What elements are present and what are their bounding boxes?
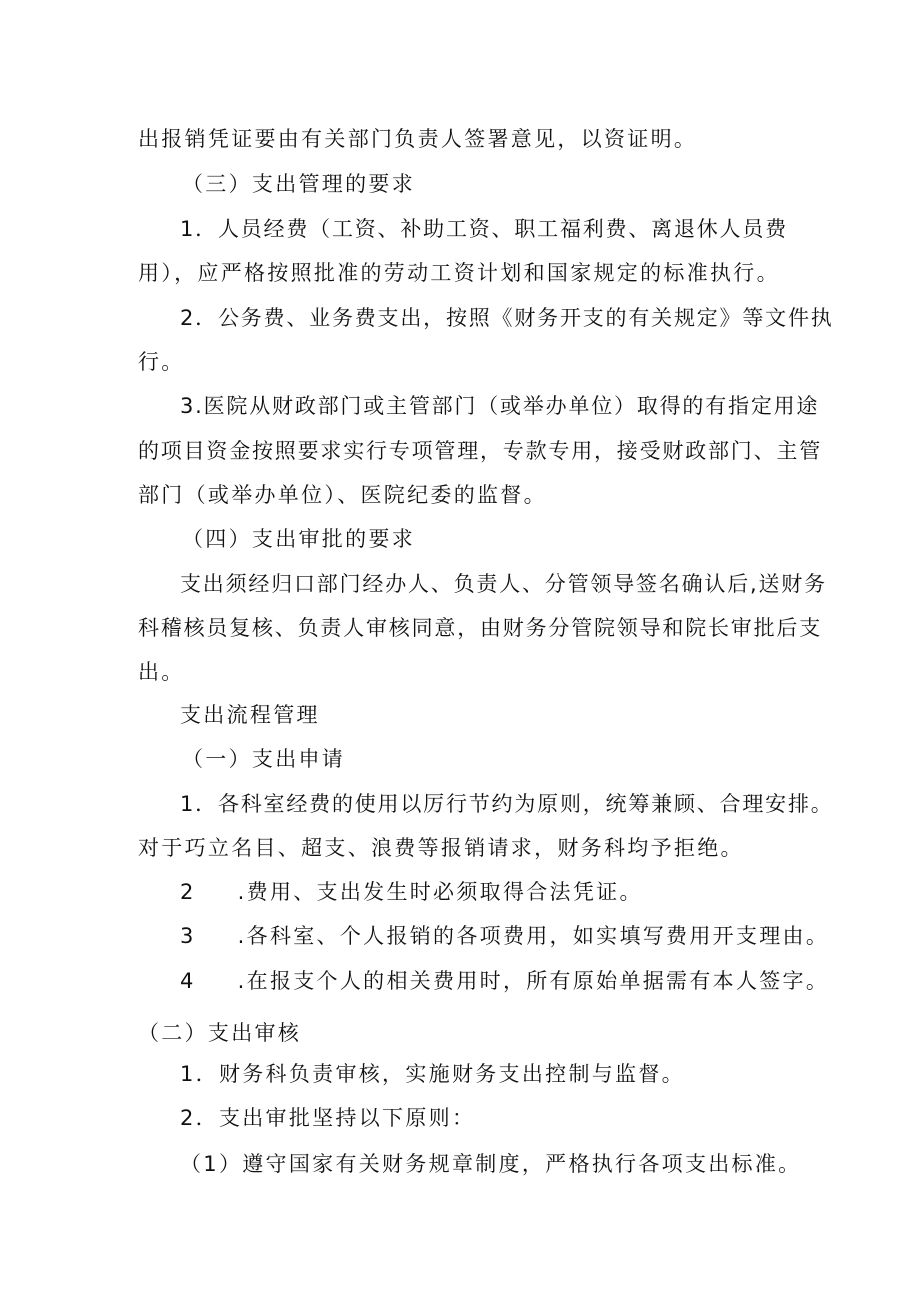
item-text-3: 各科室、个人报销的各项费用，如实填写费用开支理由。	[246, 924, 830, 948]
item-prefix-2: .	[237, 880, 247, 904]
item-number-3: 3	[180, 924, 196, 948]
section-heading-three: （三）支出管理的要求	[182, 172, 415, 196]
text-line-23: 2．支出审批坚持以下原则：	[180, 1106, 476, 1130]
item-prefix-4: .	[237, 969, 247, 993]
text-line-12: 科稽核员复核、负责人审核同意，由财务分管院领导和院长审批后支	[138, 616, 822, 640]
section-heading-two: （二）支出审核	[138, 1021, 302, 1045]
text-line-5: 2．公务费、业务费支出，按照《财务开支的有关规定》等文件执	[180, 306, 834, 330]
item-prefix-3: .	[237, 924, 247, 948]
section-heading-one: （一）支出申请	[182, 747, 346, 771]
text-line-3: 1．人员经费（工资、补助工资、职工福利费、离退休人员费	[180, 217, 788, 241]
item-number-4: 4	[180, 969, 196, 993]
section-heading-four: （四）支出审批的要求	[182, 527, 415, 551]
text-line-4: 用），应严格按照批准的劳动工资计划和国家规定的标准执行。	[138, 261, 780, 285]
text-line-1: 出报销凭证要由有关部门负责人签署意见，以资证明。	[138, 127, 698, 151]
item-number-2: 2	[180, 880, 196, 904]
numbered-line-3	[180, 921, 829, 951]
item-text-2: 费用、支出发生时必须取得合法凭证。	[246, 880, 643, 904]
text-line-9: 部门（或举办单位）、医院纪委的监督。	[138, 483, 547, 507]
text-line-22: 1．财务科负责审核，实施财务支出控制与监督。	[180, 1062, 685, 1086]
text-line-7: 3.医院从财政部门或主管部门（或举办单位）取得的有指定用途	[180, 394, 820, 418]
item-text-4: 在报支个人的相关费用时，所有原始单据需有本人签字。	[246, 969, 830, 993]
numbered-line-2	[180, 877, 643, 907]
text-line-24: （1）遵守国家有关财务规章制度，严格执行各项支出标准。	[180, 1152, 802, 1176]
text-line-8: 的项目资金按照要求实行专项管理，专款专用，接受财政部门、主管	[138, 439, 822, 463]
text-line-11: 支出须经归口部门经办人、负责人、分管领导签名确认后,送财务	[180, 572, 827, 596]
text-line-13: 出。	[138, 660, 185, 684]
text-line-17: 对于巧立名目、超支、浪费等报销请求，财务科均予拒绝。	[138, 836, 744, 860]
text-line-6: 行。	[138, 350, 185, 374]
section-heading-flow: 支出流程管理	[180, 703, 320, 727]
numbered-line-4	[180, 966, 829, 996]
text-line-16: 1．各科室经费的使用以厉行节约为原则，统筹兼顾、合理安排。	[180, 792, 834, 816]
